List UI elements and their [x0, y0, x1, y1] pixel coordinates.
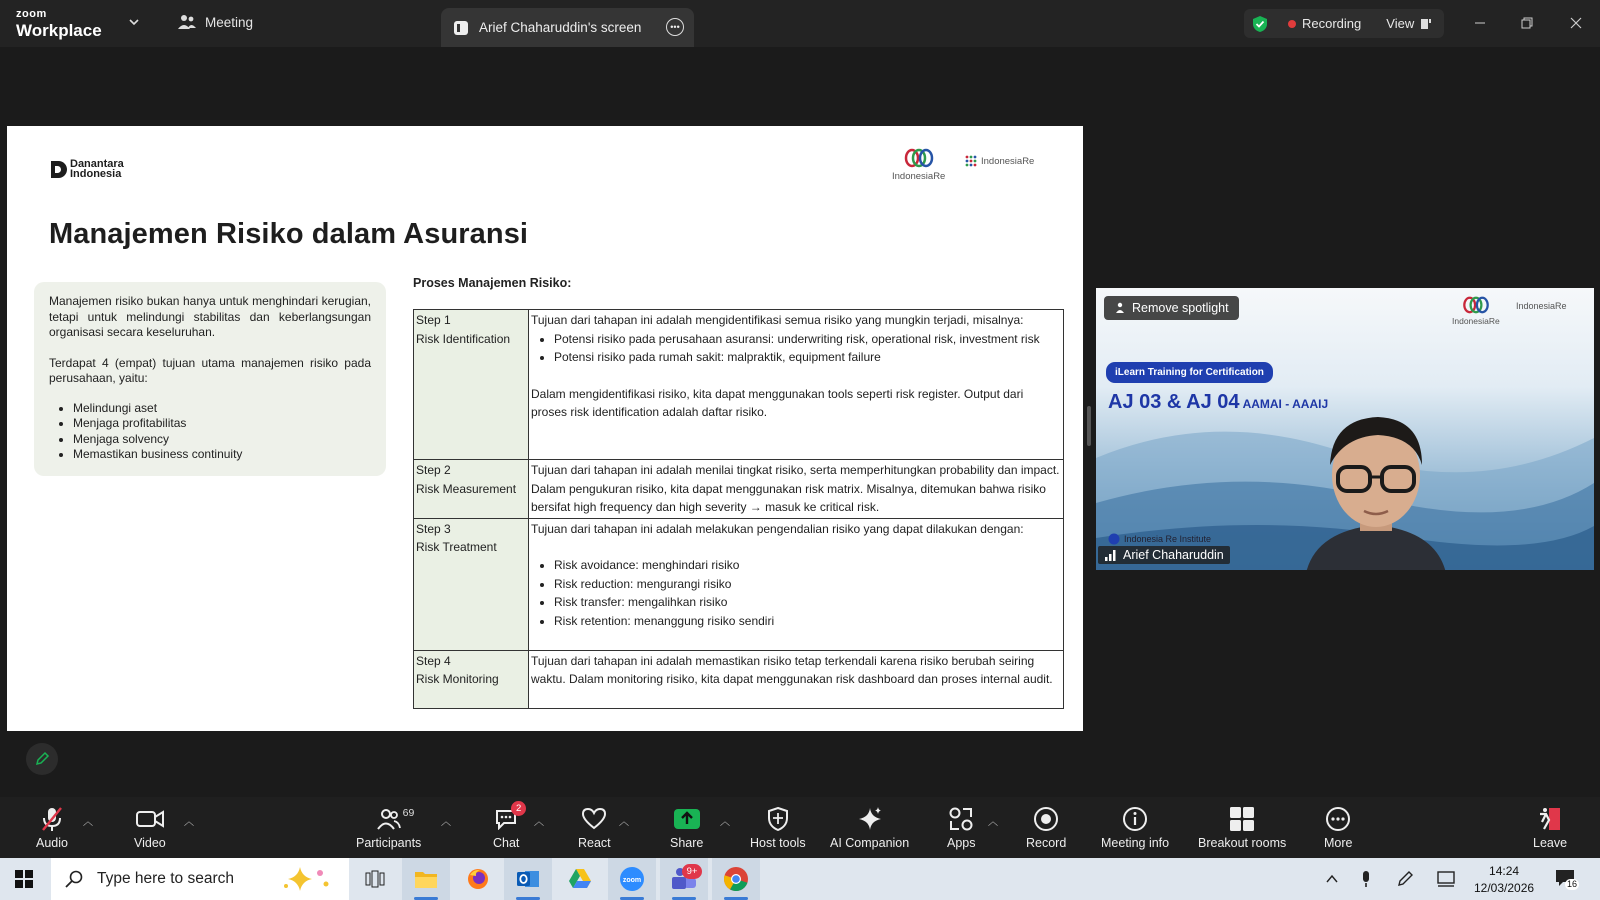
step-description: Tujuan dari tahapan ini adalah memastikan risiko tetap terkendali karena risiko berubah seiring waktu. Dalam monitoring risiko, kita dapat menggunakan risk dashboard dan proses internal audit.	[529, 650, 1064, 708]
apps-options-caret-icon[interactable]: ︿	[988, 817, 998, 828]
firefox-icon	[466, 867, 490, 891]
tray-microphone-icon[interactable]	[1360, 870, 1372, 888]
institute-text: IndonesiaRe	[981, 155, 1035, 167]
indonesia-re-rings-icon	[1459, 296, 1493, 314]
proses-title: Proses Manajemen Risiko:	[413, 276, 572, 290]
leave-button[interactable]: Leave	[1533, 805, 1567, 850]
step-description: Tujuan dari tahapan ini adalah mengidentifikasi semua risiko yang mungkin terjadi, misalnya: • Potensi risiko pada perusahaan asuransi: underwriting risk, operational risk, investment risk • Potensi risiko pada rumah sakit: malpraktik, equipment failure Dalam mengidentifikasi risiko, kita dapat menggunakan tools seperti risk register. Output dari proses risk identification adalah daftar risiko.	[529, 310, 1064, 460]
windows-start-button[interactable]	[0, 858, 48, 900]
step-cell: Step 2 Risk Measurement	[414, 460, 529, 519]
participant-video-person	[1286, 403, 1466, 570]
brand-name: Workplace	[16, 21, 102, 40]
microphone-muted-icon	[40, 806, 64, 832]
participants-count: 69	[402, 807, 415, 819]
annotate-pencil-button[interactable]	[26, 743, 58, 775]
tray-display-icon[interactable]	[1437, 871, 1455, 887]
share-button[interactable]: Share	[670, 805, 703, 850]
audio-button[interactable]: Audio	[36, 805, 68, 850]
chevron-down-icon[interactable]	[127, 15, 141, 29]
indonesia-re-rings-icon	[901, 148, 937, 168]
institute-bubble-icon	[1108, 533, 1120, 545]
step-cell: Step 4 Risk Monitoring	[414, 650, 529, 708]
taskbar-search-input[interactable]	[51, 858, 349, 900]
breakout-rooms-icon	[1229, 806, 1255, 832]
video-institute-caption: Indonesia Re Institute	[1108, 533, 1211, 545]
notification-center-button[interactable]	[1555, 869, 1579, 889]
participants-icon	[377, 808, 401, 830]
close-icon[interactable]	[1565, 12, 1587, 34]
zoom-app-icon	[619, 866, 645, 892]
teams-badge: 9+	[682, 864, 702, 879]
video-tile[interactable]	[1096, 288, 1594, 570]
taskbar-teams[interactable]	[660, 858, 708, 900]
screen-share-tab-icon	[453, 20, 469, 36]
search-icon	[65, 870, 83, 888]
participants-button[interactable]: 69 Participants	[356, 807, 422, 850]
windows-logo-icon	[15, 870, 33, 888]
tab-meeting-label: Meeting	[205, 14, 254, 30]
taskbar-chrome[interactable]	[712, 858, 760, 900]
svg-text:zoom: zoom	[622, 877, 642, 884]
breakout-rooms-button[interactable]: Breakout rooms	[1198, 805, 1286, 850]
list-item: • Risk retention: menanggung risiko sendiri	[554, 612, 1061, 631]
risk-process-table	[413, 309, 1064, 709]
table-row	[414, 310, 1064, 460]
react-options-caret-icon[interactable]: ︿	[619, 817, 629, 828]
zoom-workplace-logo	[16, 9, 102, 39]
danantara-mark-icon	[51, 161, 67, 178]
tab-screen-label: Arief Chaharuddin's screen	[479, 20, 642, 35]
notification-count: 16	[1567, 879, 1578, 889]
list-item: • Menjaga profitabilitas	[73, 416, 371, 432]
danantara-logo	[51, 159, 124, 179]
ai-companion-button[interactable]: AI Companion	[830, 805, 909, 850]
google-drive-icon	[568, 868, 592, 890]
apps-button[interactable]: Apps	[947, 805, 976, 850]
step-description: Tujuan dari tahapan ini adalah menilai tingkat risiko, serta memperhitungkan probability dan impact. Dalam pengukuran risiko, kita dapat menggunakan risk matrix. Misalnya, ditemukan bahwa risiko bersifat high frequency dan high severity → masuk ke critical risk.	[529, 460, 1064, 519]
indonesia-re-text: IndonesiaRe	[892, 171, 946, 182]
resize-handle[interactable]	[1087, 406, 1091, 446]
recording-label[interactable]: Recording	[1302, 16, 1362, 31]
apps-icon	[948, 806, 974, 832]
video-course-title: AJ 03 & AJ 04 AAMAI - AAAIJ	[1108, 391, 1329, 413]
participant-name-tag: Arief Chaharuddin	[1098, 546, 1230, 564]
table-row	[414, 650, 1064, 708]
list-item: • Memastikan business continuity	[73, 447, 371, 463]
search-placeholder: Type here to search	[97, 870, 234, 887]
taskbar-google-drive[interactable]	[556, 858, 604, 900]
step-description: Tujuan dari tahapan ini adalah melakukan pengendalian risiko yang dapat dilakukan dengan: • Risk avoidance: menghindari risiko • Risk reduction: mengurangi risiko • Risk transfer: mengalihkan risiko • Risk retention: menanggung risiko sendiri	[529, 518, 1064, 650]
folder-icon	[414, 869, 438, 889]
leave-door-icon	[1537, 806, 1563, 832]
host-tools-button[interactable]: Host tools	[750, 805, 806, 850]
heart-icon	[581, 807, 607, 831]
taskbar-file-explorer[interactable]	[402, 858, 450, 900]
minimize-icon[interactable]	[1469, 12, 1491, 34]
pencil-icon	[34, 751, 50, 767]
shield-icon	[767, 807, 789, 831]
signal-bars-icon	[1104, 549, 1118, 561]
record-icon	[1033, 806, 1059, 832]
video-indonesia-re-logo: IndonesiaRe	[1452, 296, 1500, 326]
meeting-info-button[interactable]: Meeting info	[1101, 805, 1169, 850]
video-institute-logo: IndonesiaRe	[1516, 301, 1567, 311]
share-options-caret-icon[interactable]: ︿	[720, 817, 730, 828]
people-icon	[178, 14, 196, 30]
step-cell: Step 1 Risk Identification	[414, 310, 529, 460]
more-button[interactable]: More	[1324, 805, 1352, 850]
list-item: • Risk reduction: mengurangi risiko	[554, 575, 1061, 594]
chat-button[interactable]: 2 Chat	[493, 805, 519, 850]
list-item: • Potensi risiko pada rumah sakit: malpraktik, equipment failure	[554, 348, 1061, 367]
chat-badge: 2	[511, 801, 526, 816]
tab-shared-screen[interactable]	[441, 8, 694, 47]
indonesia-re-institute-logo	[965, 155, 1034, 167]
taskbar-firefox[interactable]	[454, 858, 502, 900]
video-options-caret-icon[interactable]: ︿	[184, 817, 194, 828]
intro-paragraph-2: Terdapat 4 (empat) tujuan utama manajemen risiko pada perusahaan, yaitu:	[49, 355, 371, 385]
more-dots-icon	[1325, 806, 1351, 832]
video-button[interactable]: Video	[134, 805, 166, 850]
participants-options-caret-icon[interactable]: ︿	[441, 817, 451, 828]
intro-paragraph-1: Manajemen risiko bukan hanya untuk menghindari kerugian, tetapi untuk melindungi stabilitas dan keberlangsungan organisasi secara keseluruhan.	[49, 294, 371, 339]
info-icon	[1122, 806, 1148, 832]
table-row	[414, 460, 1064, 519]
spotlight-icon	[1114, 302, 1126, 314]
list-item: • Melindungi aset	[73, 401, 371, 417]
view-button[interactable]	[1386, 16, 1432, 31]
tab-meeting[interactable]	[178, 14, 253, 30]
clock-date: 12/03/2026	[1474, 881, 1535, 895]
list-item: • Menjaga solvency	[73, 432, 371, 448]
chat-options-caret-icon[interactable]: ︿	[534, 817, 544, 828]
taskbar-zoom[interactable]	[608, 858, 656, 900]
chrome-icon	[723, 866, 749, 892]
step-cell: Step 3 Risk Treatment	[414, 518, 529, 650]
record-button[interactable]: Record	[1026, 805, 1066, 850]
title-bar	[0, 0, 1600, 47]
sparkle-icon	[857, 806, 883, 832]
more-options-icon[interactable]: •••	[666, 18, 684, 36]
task-view-icon	[365, 870, 385, 888]
video-camera-icon	[136, 809, 164, 829]
encryption-shield-icon[interactable]	[1252, 15, 1268, 33]
training-badge: iLearn Training for Certification	[1106, 362, 1273, 383]
outlook-icon	[516, 867, 540, 891]
task-view-button[interactable]	[351, 858, 399, 900]
list-item: • Risk avoidance: menghindari risiko	[554, 556, 1061, 575]
windows-taskbar	[0, 858, 1600, 900]
shared-slide	[7, 126, 1083, 731]
recording-status-group	[1244, 9, 1444, 38]
tray-expand-icon[interactable]	[1325, 872, 1339, 886]
view-layout-icon	[1420, 18, 1432, 30]
goals-list	[49, 401, 371, 463]
remove-spotlight-button[interactable]: Remove spotlight	[1104, 296, 1239, 320]
clock-time: 14:24	[1489, 864, 1520, 878]
dots-grid-icon	[965, 155, 977, 167]
tray-pen-icon[interactable]	[1396, 870, 1414, 888]
table-row	[414, 518, 1064, 650]
restore-icon[interactable]	[1516, 12, 1538, 34]
share-screen-icon	[673, 808, 701, 830]
search-highlight-sparkle-icon	[278, 864, 338, 894]
brand-small: zoom	[16, 8, 47, 20]
slide-title: Manajemen Risiko dalam Asuransi	[49, 218, 529, 250]
danantara-text: Danantara Indonesia	[70, 158, 124, 180]
recording-dot-icon	[1288, 20, 1296, 28]
taskbar-outlook[interactable]	[504, 858, 552, 900]
taskbar-clock[interactable]	[1474, 863, 1534, 897]
indonesia-re-logo	[892, 148, 945, 182]
meeting-toolbar	[0, 797, 1600, 858]
list-item: • Risk transfer: mengalihkan risiko	[554, 593, 1061, 612]
list-item: • Potensi risiko pada perusahaan asuransi: underwriting risk, operational risk, investment risk	[554, 330, 1061, 349]
view-label: View	[1386, 16, 1415, 31]
react-button[interactable]: React	[578, 805, 611, 850]
intro-box	[34, 282, 386, 476]
audio-options-caret-icon[interactable]: ︿	[83, 817, 93, 828]
